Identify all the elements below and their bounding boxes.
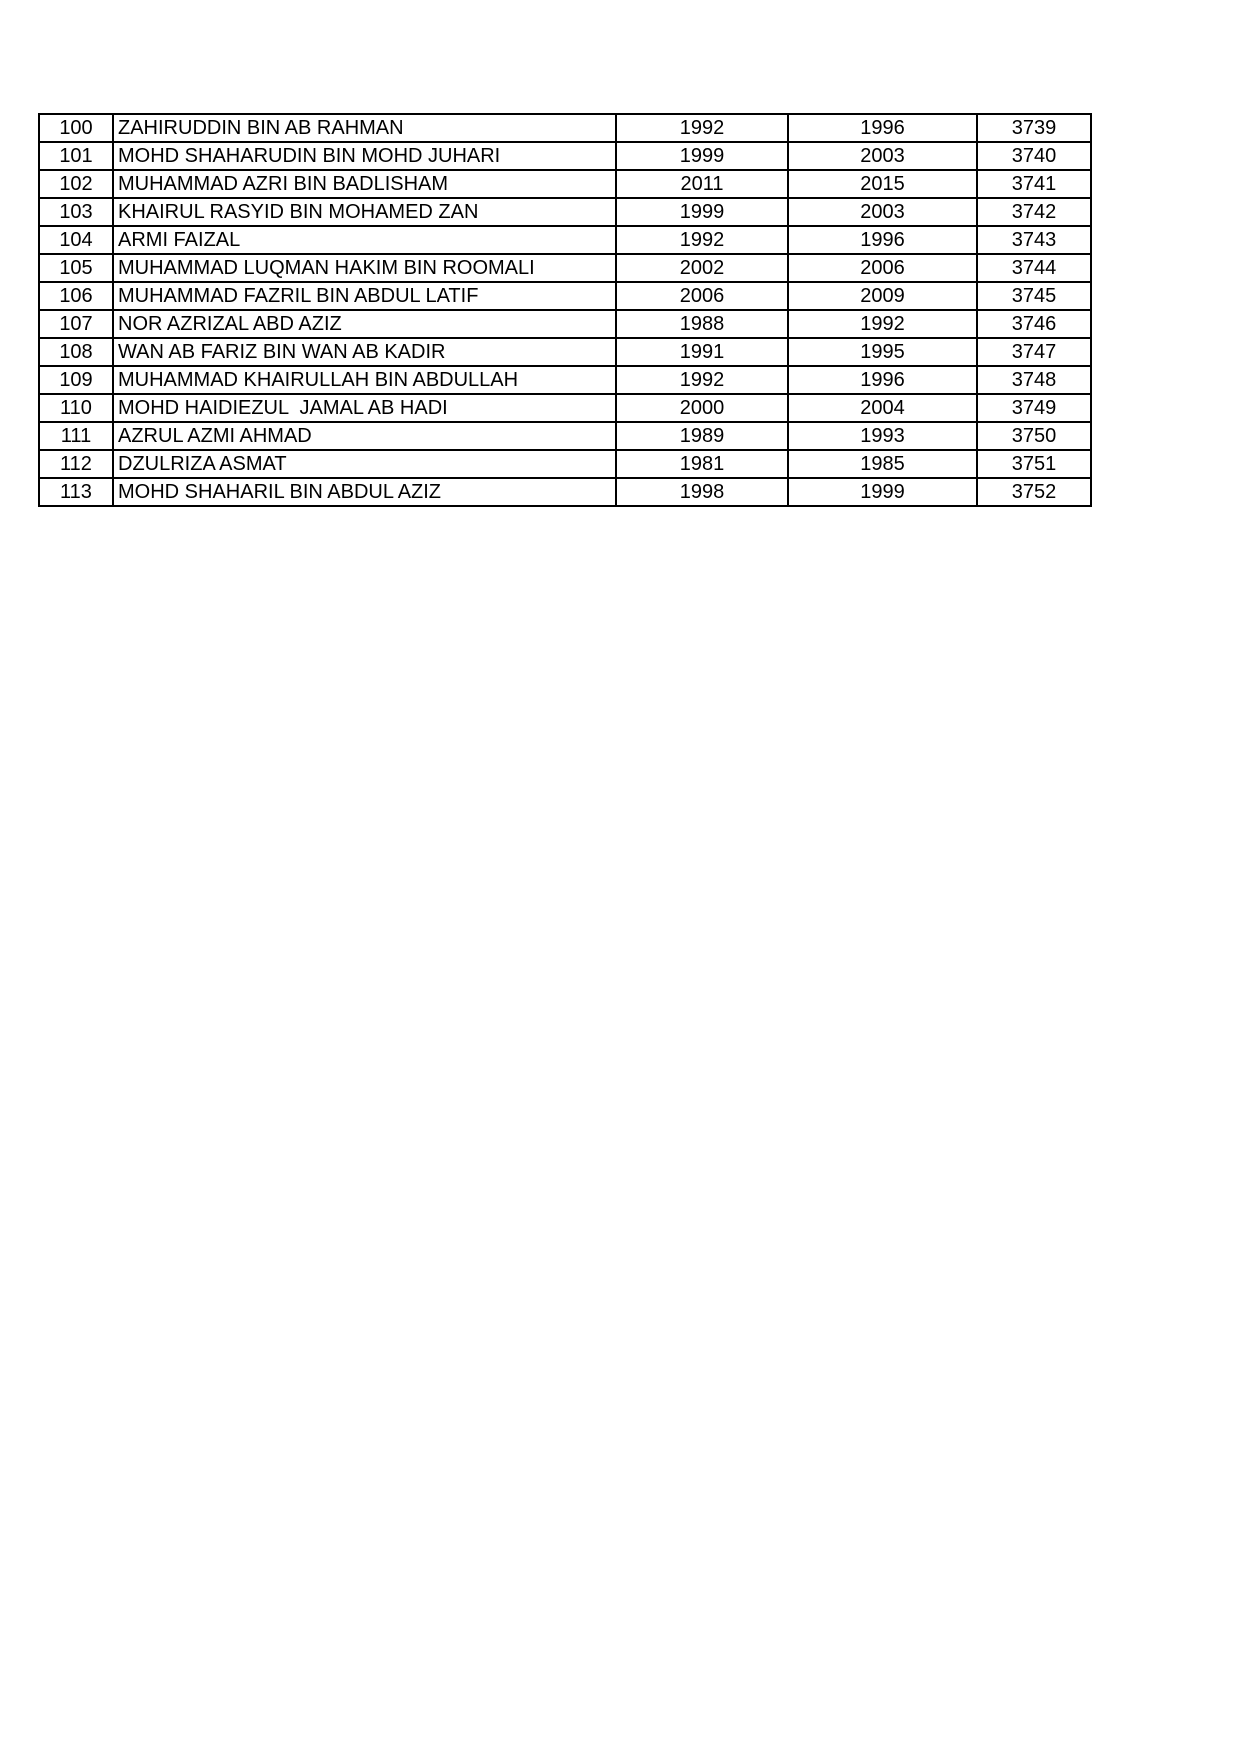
table-row xyxy=(39,198,1091,226)
table-row xyxy=(39,422,1091,450)
member-number-cell: 3752 xyxy=(977,478,1091,506)
end-year-cell: 1996 xyxy=(788,226,977,254)
name-cell: MOHD SHAHARIL BIN ABDUL AZIZ xyxy=(113,478,616,506)
table-row xyxy=(39,142,1091,170)
start-year-cell: 1992 xyxy=(616,114,788,142)
name-cell: MUHAMMAD FAZRIL BIN ABDUL LATIF xyxy=(113,282,616,310)
member-number-cell: 3749 xyxy=(977,394,1091,422)
member-number-cell: 3746 xyxy=(977,310,1091,338)
start-year-cell: 1988 xyxy=(616,310,788,338)
end-year-cell: 1996 xyxy=(788,114,977,142)
start-year-cell: 1992 xyxy=(616,226,788,254)
end-year-cell: 1995 xyxy=(788,338,977,366)
member-number-cell: 3743 xyxy=(977,226,1091,254)
start-year-cell: 1999 xyxy=(616,142,788,170)
name-cell: MUHAMMAD LUQMAN HAKIM BIN ROOMALI xyxy=(113,254,616,282)
table-row xyxy=(39,254,1091,282)
name-cell: NOR AZRIZAL ABD AZIZ xyxy=(113,310,616,338)
member-number-cell: 3742 xyxy=(977,198,1091,226)
member-number-cell: 3748 xyxy=(977,366,1091,394)
end-year-cell: 1999 xyxy=(788,478,977,506)
start-year-cell: 2011 xyxy=(616,170,788,198)
name-cell: ZAHIRUDDIN BIN AB RAHMAN xyxy=(113,114,616,142)
row-number-cell: 110 xyxy=(39,394,113,422)
end-year-cell: 2009 xyxy=(788,282,977,310)
row-number-cell: 102 xyxy=(39,170,113,198)
roster-table xyxy=(38,113,1092,507)
name-cell: MOHD HAIDIEZUL JAMAL AB HADI xyxy=(113,394,616,422)
table-row xyxy=(39,366,1091,394)
row-number-cell: 113 xyxy=(39,478,113,506)
row-number-cell: 103 xyxy=(39,198,113,226)
table-row xyxy=(39,226,1091,254)
start-year-cell: 1999 xyxy=(616,198,788,226)
end-year-cell: 1996 xyxy=(788,366,977,394)
start-year-cell: 1981 xyxy=(616,450,788,478)
start-year-cell: 1992 xyxy=(616,366,788,394)
start-year-cell: 2002 xyxy=(616,254,788,282)
table-row xyxy=(39,394,1091,422)
end-year-cell: 2004 xyxy=(788,394,977,422)
table-row xyxy=(39,478,1091,506)
member-number-cell: 3745 xyxy=(977,282,1091,310)
member-number-cell: 3751 xyxy=(977,450,1091,478)
member-number-cell: 3740 xyxy=(977,142,1091,170)
table-row xyxy=(39,170,1091,198)
table-row xyxy=(39,338,1091,366)
name-cell: MOHD SHAHARUDIN BIN MOHD JUHARI xyxy=(113,142,616,170)
end-year-cell: 1993 xyxy=(788,422,977,450)
table-row xyxy=(39,310,1091,338)
row-number-cell: 101 xyxy=(39,142,113,170)
row-number-cell: 106 xyxy=(39,282,113,310)
start-year-cell: 1991 xyxy=(616,338,788,366)
start-year-cell: 2006 xyxy=(616,282,788,310)
row-number-cell: 107 xyxy=(39,310,113,338)
row-number-cell: 108 xyxy=(39,338,113,366)
name-cell: AZRUL AZMI AHMAD xyxy=(113,422,616,450)
row-number-cell: 104 xyxy=(39,226,113,254)
table-row xyxy=(39,114,1091,142)
name-cell: WAN AB FARIZ BIN WAN AB KADIR xyxy=(113,338,616,366)
end-year-cell: 1985 xyxy=(788,450,977,478)
name-cell: MUHAMMAD KHAIRULLAH BIN ABDULLAH xyxy=(113,366,616,394)
member-number-cell: 3739 xyxy=(977,114,1091,142)
table-row xyxy=(39,450,1091,478)
row-number-cell: 111 xyxy=(39,422,113,450)
member-number-cell: 3741 xyxy=(977,170,1091,198)
member-number-cell: 3747 xyxy=(977,338,1091,366)
row-number-cell: 109 xyxy=(39,366,113,394)
end-year-cell: 2003 xyxy=(788,198,977,226)
member-number-cell: 3744 xyxy=(977,254,1091,282)
end-year-cell: 2015 xyxy=(788,170,977,198)
row-number-cell: 100 xyxy=(39,114,113,142)
name-cell: MUHAMMAD AZRI BIN BADLISHAM xyxy=(113,170,616,198)
name-cell: DZULRIZA ASMAT xyxy=(113,450,616,478)
name-cell: KHAIRUL RASYID BIN MOHAMED ZAN xyxy=(113,198,616,226)
start-year-cell: 1989 xyxy=(616,422,788,450)
row-number-cell: 105 xyxy=(39,254,113,282)
roster-table-body xyxy=(39,114,1091,506)
end-year-cell: 1992 xyxy=(788,310,977,338)
start-year-cell: 2000 xyxy=(616,394,788,422)
table-row xyxy=(39,282,1091,310)
name-cell: ARMI FAIZAL xyxy=(113,226,616,254)
row-number-cell: 112 xyxy=(39,450,113,478)
end-year-cell: 2003 xyxy=(788,142,977,170)
end-year-cell: 2006 xyxy=(788,254,977,282)
start-year-cell: 1998 xyxy=(616,478,788,506)
member-number-cell: 3750 xyxy=(977,422,1091,450)
